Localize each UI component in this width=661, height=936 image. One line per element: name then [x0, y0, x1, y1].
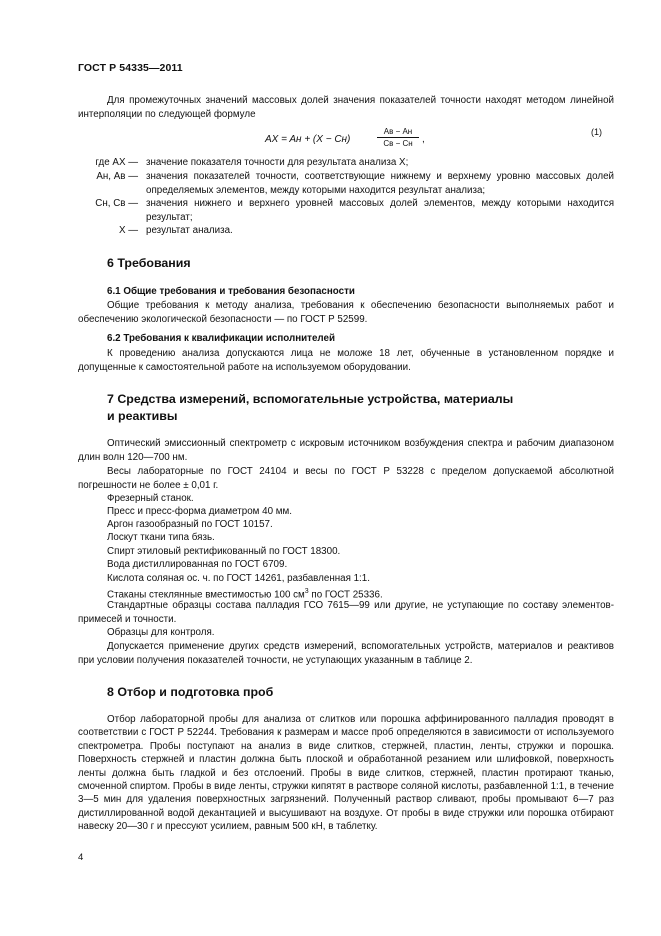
- legend-definition: значение показателя точности для результата анализа X;: [146, 157, 409, 168]
- legend-definition: значения нижнего и верхнего уровней массовых долей элементов, между которыми находится результат;: [146, 198, 614, 223]
- equipment-item: Аргон газообразный по ГОСТ 10157.: [107, 519, 273, 530]
- section-6-2-heading: 6.2 Требования к квалификации исполнителей: [107, 333, 335, 344]
- section-7-heading-line1: 7 Средства измерений, вспомогательные устройства, материалы: [107, 392, 514, 406]
- equipment-item: Фрезерный станок.: [107, 493, 194, 504]
- formula-numerator: Aв − Aн: [383, 127, 413, 136]
- equipment-item: Спирт этиловый ректификованный по ГОСТ 18300.: [107, 546, 341, 557]
- interpolation-formula: [265, 127, 445, 153]
- document-header: ГОСТ Р 54335—2011: [78, 62, 183, 74]
- equipment-item: Кислота соляная ос. ч. по ГОСТ 14261, разбавленная 1:1.: [107, 573, 370, 584]
- section-7-heading-line2: и реактивы: [107, 409, 178, 423]
- section-8-heading: 8 Отбор и подготовка проб: [107, 685, 274, 699]
- legend-definition: результат анализа.: [146, 225, 233, 236]
- control-samples-item: Образцы для контроля.: [107, 627, 215, 638]
- page-number: 4: [78, 852, 84, 863]
- balance-item: Весы лабораторные по ГОСТ 24104 и весы по ГОСТ Р 53228 с пределом допускаемой абсолютной погрешности не более ± 0,01 г.: [78, 466, 614, 491]
- spectrometer-item: Оптический эмиссионный спектрометр с искровым источником возбуждения спектра и рабочим диапазоном длин волн 120—700 нм.: [78, 438, 614, 463]
- section-6-heading: 6 Требования: [107, 256, 191, 270]
- formula-fraction: [377, 127, 419, 148]
- section-6-2-text: К проведению анализа допускаются лица не моложе 18 лет, обученные в установленном порядке и допущенные к самостоятельной работе на используемом оборудовании.: [78, 348, 614, 373]
- equipment-item: Пресс и пресс-форма диаметром 40 мм.: [107, 506, 292, 517]
- equipment-item: Лоскут ткани типа бязь.: [107, 532, 215, 543]
- formula-lhs: AX = Aн + (X − Cн): [265, 134, 351, 145]
- formula-denominator: Cв − Cн: [383, 139, 413, 148]
- section-7-heading: [107, 391, 513, 425]
- section-8-text: Отбор лабораторной пробы для анализа от слитков или порошка аффинированного палладия проводят в соответствии с ГОСТ Р 52244. Требования к размерам и массе проб определяются в зависимости от используемого спектрометра. Пробы поступают на анализ в виде слитков, стержней, пластин, ленты, стружки и порошка. Поверхность стержней и пластин должна быть плоской и обработанной резанием или шлифовкой, поверхность ленты должна быть гладкой и без отслоений. Пробы в виде слитков, стержней, пластин протирают тканью, смоченной спиртом. Пробы в виде ленты, стружки кипятят в растворе соляной кислоты, разбавленной 1:1, в течение 3—5 мин для удаления поверхностных загрязнений. Полученный раствор сливают, пробы промывают 6—7 раз дистиллированной водой декантацией и высушивают на воздухе. От пробы в виде стружки или порошка отбирают навеску 20—30 г и прессуют усилием, равным 500 кН, в таблетку.: [78, 714, 614, 833]
- legend-term: где AX —: [95, 157, 138, 168]
- legend-term: Aн, Aв —: [96, 171, 138, 182]
- section-6-1-heading: 6.1 Общие требования и требования безопасности: [107, 286, 355, 297]
- glassware-item: Стаканы стеклянные вместимостью 100 $см^3$ по ГОСТ 25336.: [107, 588, 383, 601]
- formula-number: (1): [591, 127, 602, 137]
- formula-tail: ,: [422, 134, 425, 145]
- substitution-note: Допускается применение других средств измерений, вспомогательных устройств, материалов и реактивов при условии получения показателей точности, не уступающих указанным в таблице 2.: [78, 641, 614, 666]
- legend-term: Cн, Cв —: [95, 198, 138, 209]
- legend-definition: значения показателей точности, соответствующие нижнему и верхнему уровню массовых долей определяемых элементов, между которыми находится результат анализа;: [146, 171, 614, 196]
- section-6-1-text: Общие требования к методу анализа, требования к обеспечению безопасности выполняемых работ и обеспечению экологической безопасности — по ГОСТ Р 52599.: [78, 300, 614, 325]
- interpolation-intro: Для промежуточных значений массовых долей значения показателей точности находят методом линейной интерполяции по следующей формуле: [78, 95, 614, 120]
- legend-term: X —: [118, 225, 138, 236]
- equipment-item: Вода дистиллированная по ГОСТ 6709.: [107, 559, 288, 570]
- reference-samples-item: Стандартные образцы состава палладия ГСО 7615—99 или другие, не уступающие по составу элементов-примесей и точности.: [78, 600, 614, 625]
